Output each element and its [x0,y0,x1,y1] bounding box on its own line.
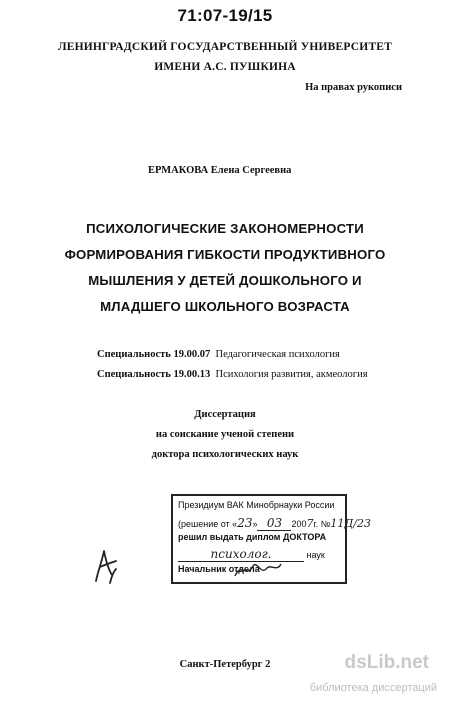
university-name-line2: ИМЕНИ А.С. ПУШКИНА [154,61,296,73]
city-footer: Санкт-Петербург 2 [179,659,271,670]
speciality-1-code: 19.00.07 [173,349,211,360]
stamp-field-value: психолог. [210,547,272,561]
speciality-2 [97,369,368,380]
stamp-decision-prefix: (решение от « [178,519,238,529]
stamp-field-suffix: наук [306,550,325,560]
title-line-1: ПСИХОЛОГИЧЕСКИЕ ЗАКОНОМЕРНОСТИ [86,221,364,236]
speciality-1-name: Педагогическая психология [215,349,340,360]
speciality-2-code: 19.00.13 [173,369,211,380]
dissertation-line-1: Диссертация [194,409,256,420]
speciality-1-label: Специальность [97,349,171,360]
watermark [270,652,445,702]
title-line-2: ФОРМИРОВАНИЯ ГИБКОСТИ ПРОДУКТИВНОГО [64,247,386,262]
stamp-date-month: 03 [266,516,283,530]
stamp-head-of-department: Начальник отдела [178,564,260,574]
speciality-2-name: Психология развития, акмеология [215,369,368,380]
speciality-2-label: Специальность [97,369,171,380]
stamp-number-prefix: г. № [313,519,331,529]
stamp-signature [233,558,283,582]
stamp-decision: (решение от «23» 03 2007г. №11Д/23 [178,516,372,530]
stamp-presidium: Президиум ВАК Минобрнауки России [178,500,335,510]
dissertation-line-3: доктора психологических наук [151,449,299,460]
signature-mark [92,545,120,587]
document-code: 71:07-19/15 [177,6,273,25]
watermark-logo: dsLib.net [344,652,429,673]
stamp-number-value: 11Д/23 [330,517,372,530]
university-name-line1: ЛЕНИНГРАДСКИЙ ГОСУДАРСТВЕННЫЙ УНИВЕРСИТЕТ [57,41,393,53]
dissertation-line-2: на соискание ученой степени [155,429,295,440]
manuscript-rights: На правах рукописи [305,82,402,93]
title-line-4: МЛАДШЕГО ШКОЛЬНОГО ВОЗРАСТА [100,299,350,314]
watermark-subtitle: библиотека диссертаций [309,682,437,694]
author-surname: ЕРМАКОВА [148,165,209,176]
author-name [148,165,291,176]
approval-stamp [171,494,372,584]
stamp-date-day: 23 [237,516,253,530]
title-line-3: МЫШЛЕНИЯ У ДЕТЕЙ ДОШКОЛЬНОГО И [88,273,362,288]
speciality-1 [97,349,340,360]
author-given-names: Елена Сергеевна [210,165,292,176]
stamp-award: решил выдать диплом ДОКТОРА [178,532,327,542]
stamp-year-digit: 7 [306,517,314,530]
stamp-year-prefix: 200 [291,519,307,529]
